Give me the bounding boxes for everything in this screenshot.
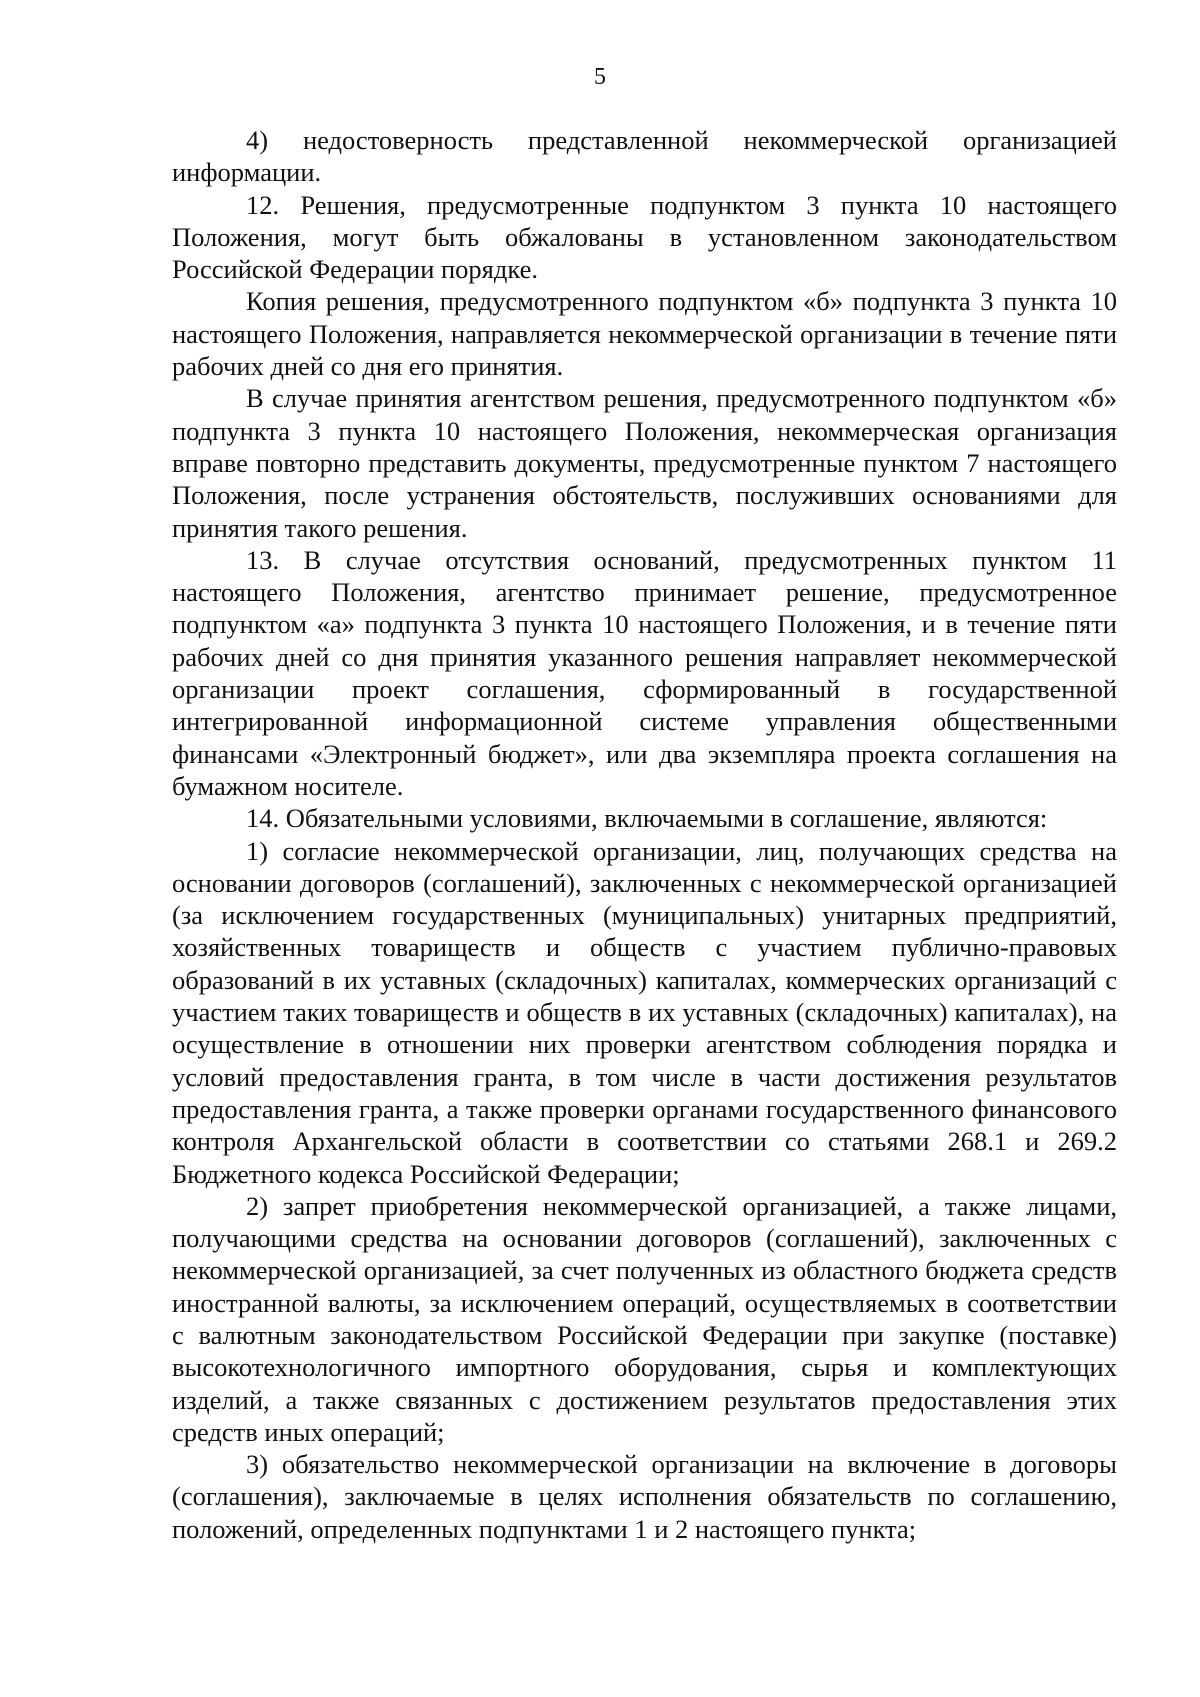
paragraph-item-4: 4) недостоверность представленной некоммерческой организацией информации.	[172, 125, 1117, 188]
document-body	[172, 124, 1117, 1545]
paragraph-condition-2: 2) запрет приобретения некоммерческой организацией, а также лицами, получающими средства на основании договоров (соглашений), заключенных с некоммерческой организацией, за счет полученных из областного бюджета средств иностранной валюты, за исключением операций, осуществляемых в соответствии с валютным законодательством Российской Федерации при закупке (поставке) высокотехнологичного импортного оборудования, сырья и комплектующих изделий, а также связанных с достижением результатов предоставления этих средств иных операций;	[172, 1190, 1117, 1447]
page-number: 5	[594, 64, 606, 90]
paragraph-clause-12: 12. Решения, предусмотренные подпунктом 3 пункта 10 настоящего Положения, могут быть обжалованы в установленном законодательством Российской Федерации порядке.	[172, 189, 1117, 285]
paragraph-condition-3: 3) обязательство некоммерческой организации на включение в договоры (соглашения), заключаемые в целях исполнения обязательств по соглашению, положений, определенных подпунктами 1 и 2 настоящего пункта;	[172, 1449, 1117, 1544]
paragraph-decision-copy: Копия решения, предусмотренного подпунктом «б» подпункта 3 пункта 10 настоящего Положения, направляется некоммерческой организации в течение пяти рабочих дней со дня его принятия.	[172, 286, 1117, 382]
paragraph-clause-14: 14. Обязательными условиями, включаемыми в соглашение, являются:	[246, 803, 1048, 834]
paragraph-resubmission: В случае принятия агентством решения, предусмотренного подпунктом «б» подпункта 3 пункта 10 настоящего Положения, некоммерческая организация вправе повторно представить документы, предусмотренные пунктом 7 настоящего Положения, после устранения обстоятельств, послуживших основаниями для принятия такого решения.	[172, 383, 1117, 543]
paragraph-condition-1: 1) согласие некоммерческой организации, лиц, получающих средства на основании договоров (соглашений), заключенных с некоммерческой организацией (за исключением государственных (муниципальных) унитарных предприятий, хозяйственных товариществ и обществ с участием публично-правовых образований в их уставных (складочных) капиталах, коммерческих организаций с участием таких товариществ и обществ в их уставных (складочных) капиталах), на осуществление в отношении них проверки агентством соблюдения порядка и условий предоставления гранта, в том числе в части достижения результатов предоставления гранта, а также проверки органами государственного финансового контроля Архангельской области в соответствии со статьями 268.1 и 269.2 Бюджетного кодекса Российской Федерации;	[172, 835, 1117, 1189]
paragraph-clause-13: 13. В случае отсутствия оснований, предусмотренных пунктом 11 настоящего Положения, агентство принимает решение, предусмотренное подпунктом «а» подпункта 3 пункта 10 настоящего Положения, и в течение пяти рабочих дней со дня принятия указанного решения направляет некоммерческой организации проект соглашения, сформированный в государственной интегрированной информационной системе управления общественными финансами «Электронный бюджет», или два экземпляра проекта соглашения на бумажном носителе.	[172, 544, 1117, 801]
